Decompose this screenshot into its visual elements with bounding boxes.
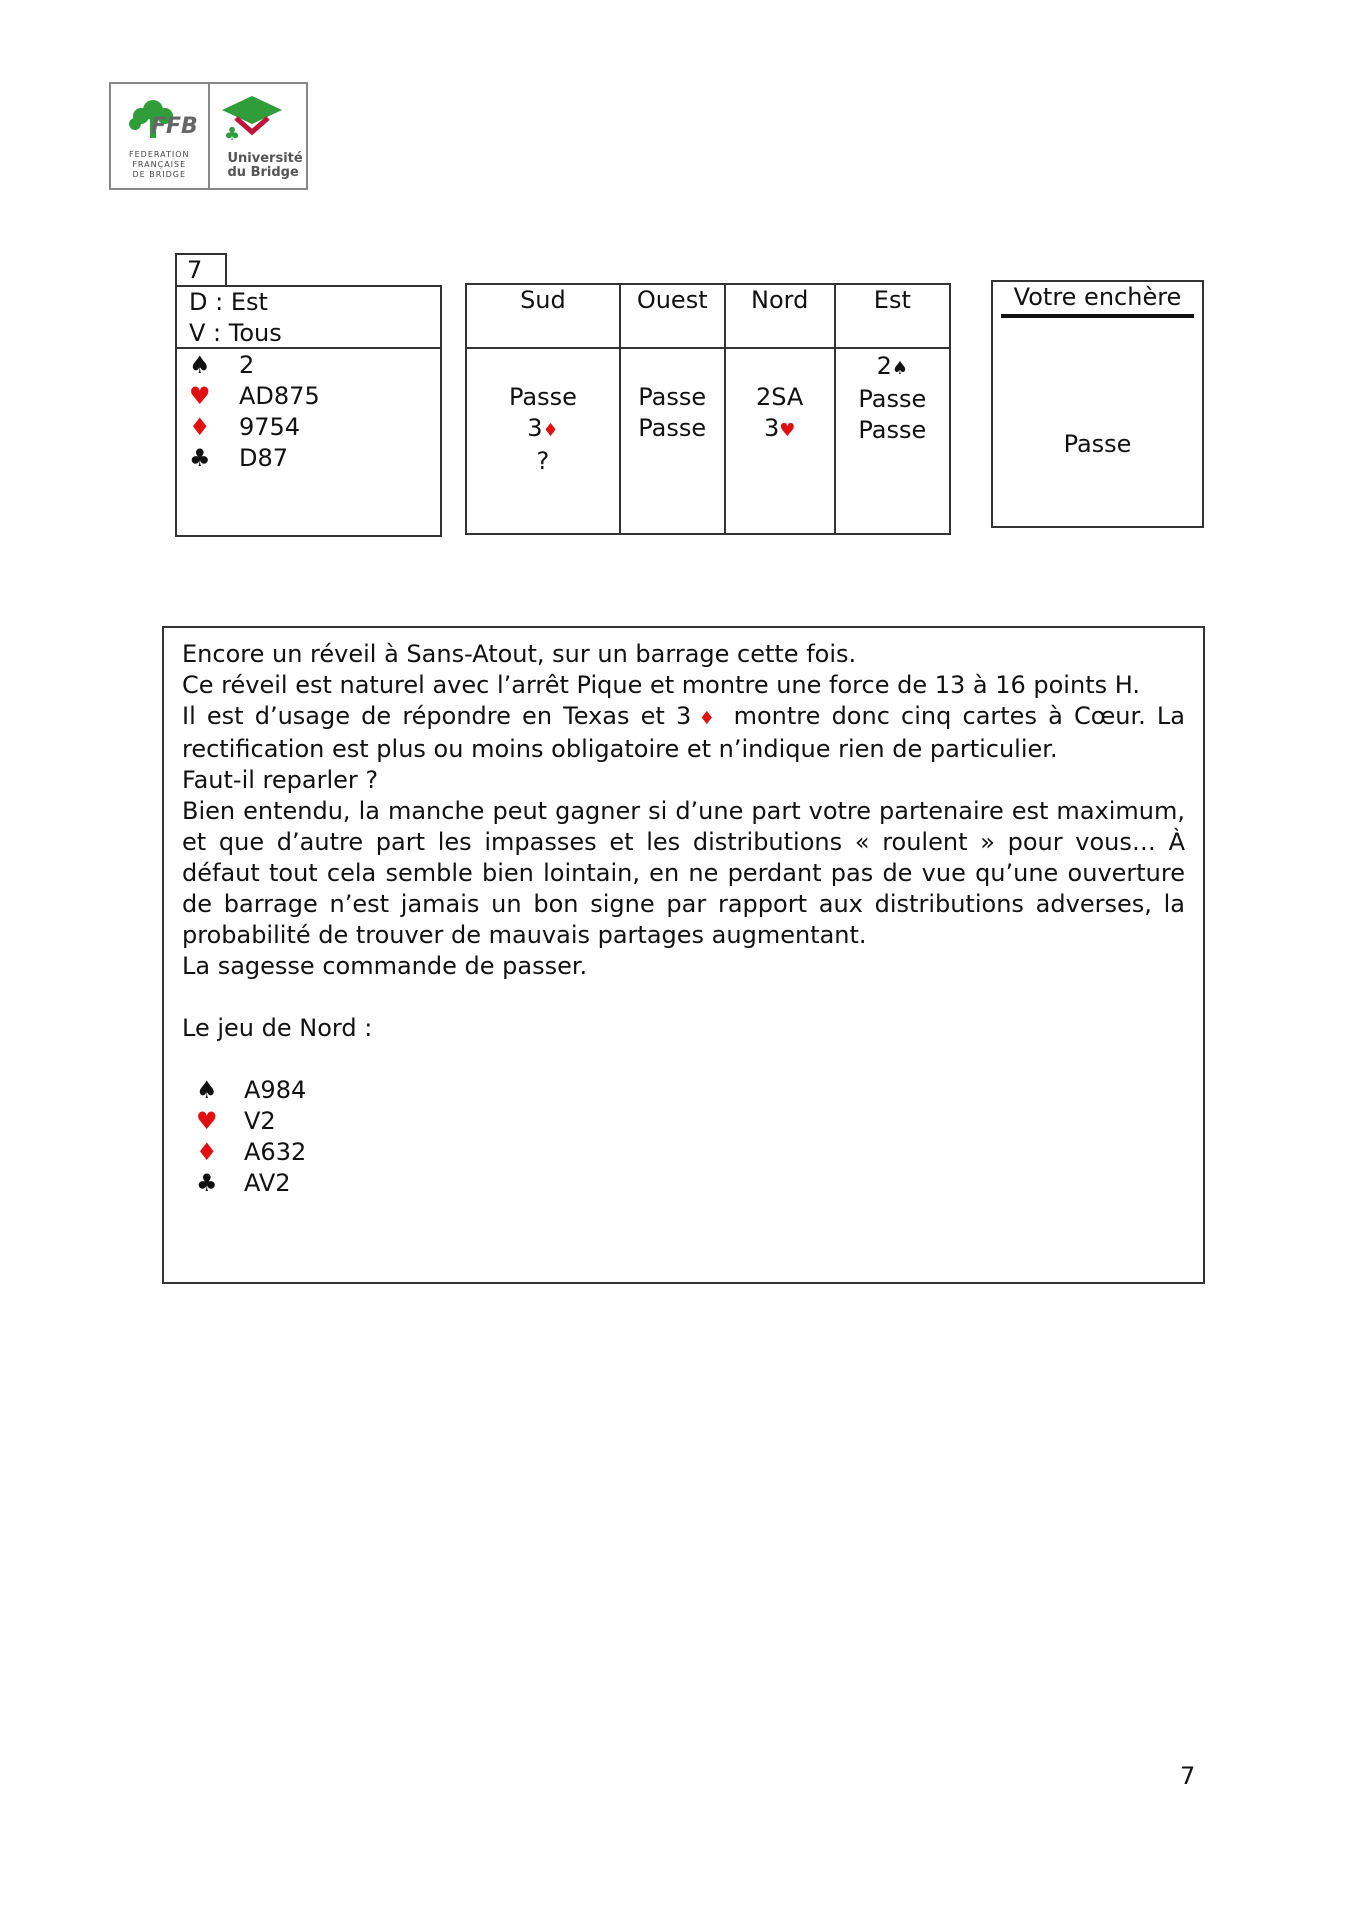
bidding-table <box>465 283 951 535</box>
heart-icon: ♥ <box>779 420 796 441</box>
header-logo <box>109 82 308 190</box>
heart-icon: ♥ <box>189 382 211 410</box>
diamond-icon: ♦ <box>189 413 211 441</box>
spade-icon: ♠ <box>196 1076 218 1104</box>
header-est: Est <box>835 284 950 348</box>
comment-p1: Encore un réveil à Sans-Atout, sur un barrage cette fois. <box>182 640 857 668</box>
north-hand-title: Le jeu de Nord : <box>182 1014 373 1042</box>
spade-icon: ♠ <box>189 351 211 379</box>
hand-diamonds: ♦ 9754 <box>189 413 301 441</box>
north-clubs: ♣ AV2 <box>182 1168 1185 1199</box>
ffb-brand: FFB <box>151 114 198 139</box>
comment-box <box>162 626 1205 1284</box>
diamond-icon: ♦ <box>196 1138 218 1166</box>
header-sud: Sud <box>466 284 620 348</box>
diamond-icon: ♦ <box>695 708 719 729</box>
spade-icon: ♠ <box>891 358 909 379</box>
answer-divider <box>1001 314 1194 318</box>
ffb-caption-3: DE BRIDGE <box>132 170 187 179</box>
page-number: 7 <box>1180 1762 1196 1790</box>
deal-info <box>177 287 440 349</box>
graduation-cap-icon <box>220 94 284 144</box>
bids-sud: Passe 3♦ ? <box>466 348 620 534</box>
heart-icon: ♥ <box>196 1107 218 1135</box>
universite-caption: Université du Bridge <box>227 151 303 180</box>
club-icon: ♣ <box>196 1169 218 1197</box>
south-hand <box>177 349 440 474</box>
bids-nord: 2SA 3♥ <box>725 348 835 534</box>
dealer: D : Est <box>189 288 268 316</box>
north-spades: ♠ A984 <box>182 1075 1185 1106</box>
header-ouest: Ouest <box>620 284 725 348</box>
comment-p4: Faut-il reparler ? <box>182 766 379 794</box>
deal-box <box>175 285 442 537</box>
deal-number-tab <box>175 253 227 287</box>
ffb-caption-2: FRANÇAISE <box>132 160 187 169</box>
universite-logo <box>210 84 307 188</box>
diamond-icon: ♦ <box>542 420 559 441</box>
header-nord: Nord <box>725 284 835 348</box>
hand-hearts: ♥ AD875 <box>189 382 320 410</box>
bids-est: 2♠ Passe Passe <box>835 348 950 534</box>
deal-number: 7 <box>187 256 203 284</box>
hand-spades: ♠ 2 <box>189 351 255 379</box>
answer-value: Passe <box>1063 430 1132 458</box>
north-hearts: ♥ V2 <box>182 1106 1185 1137</box>
svg-text:♣: ♣ <box>223 124 240 144</box>
comment-p2: Ce réveil est naturel avec l’arrêt Pique et montre une force de 13 à 16 points H. <box>182 671 1140 699</box>
north-hand <box>182 1075 1185 1199</box>
comment-p5: Bien entendu, la manche peut gagner si d’une part votre partenaire est maximum, et que d’autre part les impasses et les distributions « roulent » pour vous… À défaut tout cela semble bien lointain, en ne perdant pas de vue qu’une ouverture de barrage n’est jamais un bon signe par rapport aux distributions adverses, la probabilité de trouver de mauvais partages augmentant. <box>182 797 1185 949</box>
comment-p6: La sagesse commande de passer. <box>182 952 588 980</box>
club-icon: ♣ <box>189 444 211 472</box>
comment-p3: Il est d’usage de répondre en Texas et 3 ♦ montre donc cinq cartes à Cœur. La rectification est plus ou moins obligatoire et n’indique rien de particulier. <box>182 702 1186 763</box>
answer-box <box>991 280 1204 528</box>
answer-title: Votre enchère <box>1013 283 1182 311</box>
hand-clubs: ♣ D87 <box>189 444 289 472</box>
vulnerability: V : Tous <box>189 319 282 347</box>
ffb-logo <box>111 84 210 188</box>
north-diamonds: ♦ A632 <box>182 1137 1185 1168</box>
ffb-caption-1: FEDERATION <box>129 150 190 159</box>
bids-ouest: Passe Passe <box>620 348 725 534</box>
